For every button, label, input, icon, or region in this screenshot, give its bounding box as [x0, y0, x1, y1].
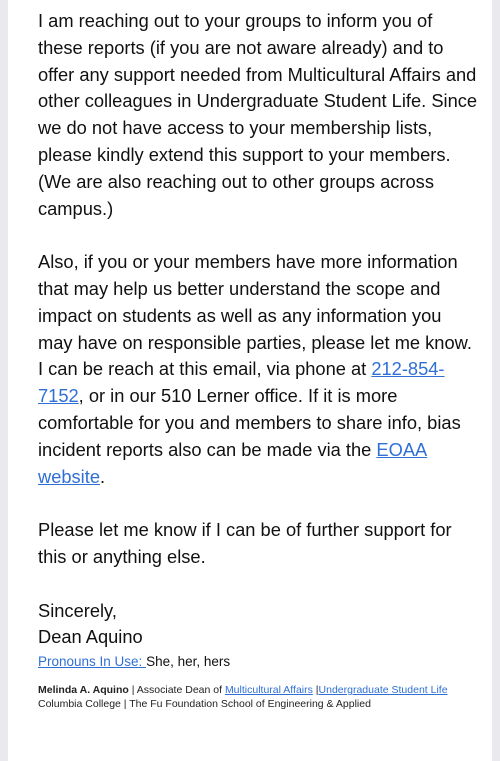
closing-salutation: Sincerely,: [38, 599, 117, 621]
paragraph-information: [38, 249, 478, 490]
paragraph-support: Please let me know if I can be of further support for this or anything else.: [38, 519, 452, 567]
closing-name: Dean Aquino: [38, 626, 143, 648]
signature-separator: |: [312, 684, 319, 697]
right-margin-bar: [492, 0, 500, 761]
paragraph-outreach: I am reaching out to your groups to inform you of these reports (if you are not aware already) and to offer any support needed from Multicultural Affairs and other colleagues in Undergraduate Student Life. Since we do not have access to your membership lists, please kindly extend this support to your members. (We are also reaching out to other groups across campus.): [38, 10, 478, 219]
pronouns-value: She, her, hers: [146, 654, 231, 670]
signature-name: Melinda A. Aquino: [38, 684, 129, 697]
left-margin-bar: [0, 0, 8, 761]
signature-title: | Associate Dean of: [128, 684, 225, 697]
signature-line-1: [38, 683, 463, 697]
closing-block: [38, 598, 478, 652]
paragraph-information-text-1: Also, if you or your members have more information that may help us better understand the scope and impact on students as well as any information you may have on responsible parties, please let me know. I can be reach at this email, via phone at: [38, 251, 472, 380]
undergraduate-student-life-link[interactable]: Undergraduate Student Life: [318, 684, 448, 697]
pronouns-link[interactable]: Pronouns In Use:: [38, 654, 147, 670]
signature-line-2: Columbia College | The Fu Foundation School of Engineering & Applied: [38, 698, 371, 711]
paragraph-information-end: .: [100, 465, 106, 487]
multicultural-affairs-link[interactable]: Multicultural Affairs: [224, 684, 313, 697]
paragraph-information-text-2: , or in our 510 Lerner office. If it is more comfortable for you and members to share info, bias incident reports also can be made via the: [38, 385, 461, 460]
email-signature: [38, 683, 463, 711]
phone-link[interactable]: 212-854-7152: [38, 358, 445, 407]
eoaa-website-link[interactable]: EOAA website: [38, 438, 428, 487]
email-body: [38, 8, 478, 711]
pronouns-line: [38, 653, 478, 671]
